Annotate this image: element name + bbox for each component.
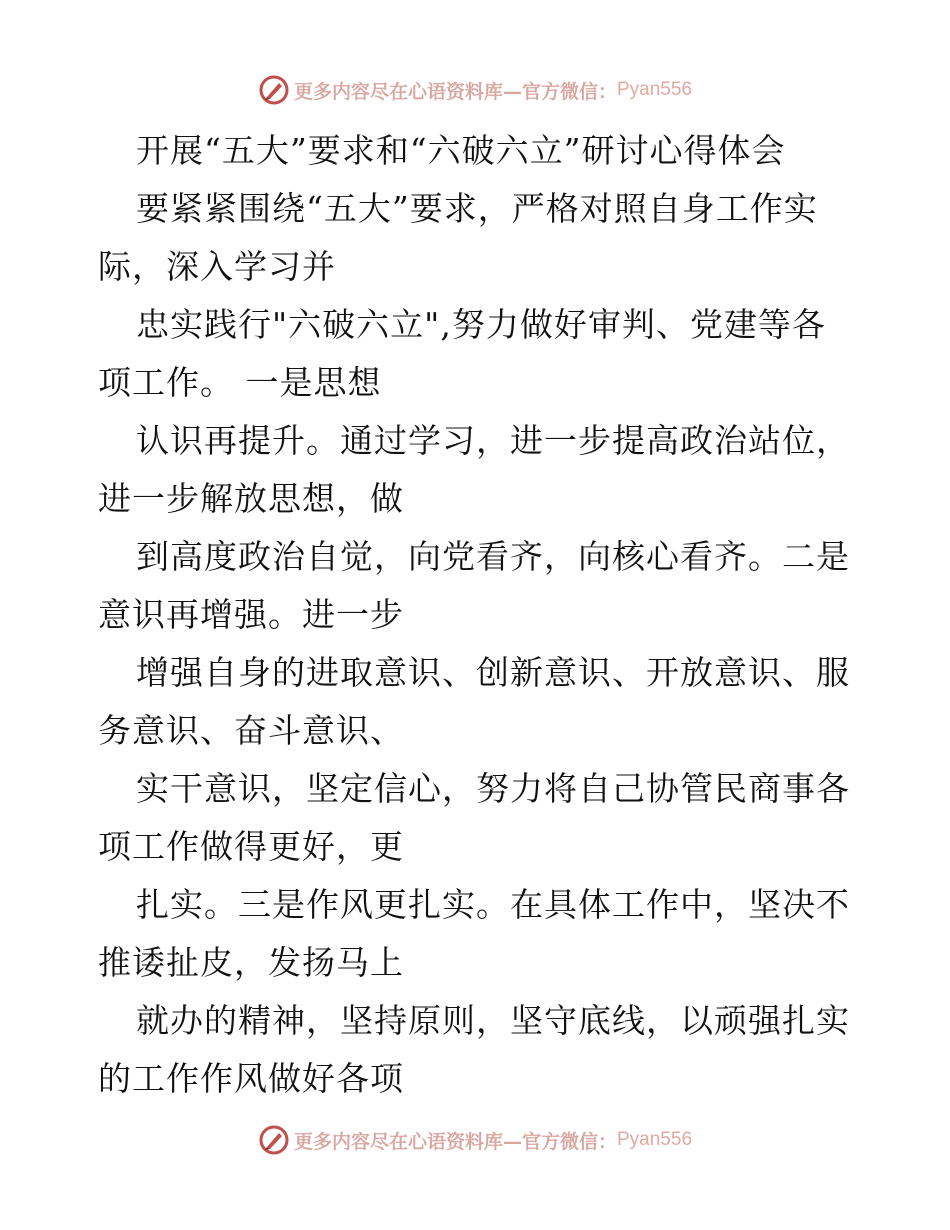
document-body	[98, 122, 858, 1108]
text-line: 意识再增强。进一步	[98, 595, 404, 634]
header-banner-id: Pyan556	[617, 79, 693, 100]
text-line: 项工作做得更好，更	[98, 827, 404, 866]
text-line: 进一步解放思想，做	[98, 479, 404, 518]
text-line: 到高度政治自觉，向党看齐，向核心看齐。二是	[136, 537, 850, 576]
pen-logo-icon	[258, 1124, 290, 1156]
text-line: 际，深入学习并	[98, 247, 336, 286]
text-line: 就办的精神，坚持原则，坚守底线，以顽强扎实	[136, 1001, 850, 1040]
text-line: 项工作。 一是思想	[98, 363, 382, 402]
text-line: 忠实践行"六破六立",努力做好审判、党建等各	[136, 305, 826, 344]
footer-banner-id: Pyan556	[617, 1129, 693, 1150]
text-line: 扎实。三是作风更扎实。在具体工作中，坚决不	[136, 885, 850, 924]
footer-banner	[0, 1120, 950, 1160]
text-line: 务意识、奋斗意识、	[98, 711, 404, 750]
text-line: 的工作作风做好各项	[98, 1059, 404, 1098]
text-line: 增强自身的进取意识、创新意识、开放意识、服	[136, 653, 850, 692]
header-banner	[0, 70, 950, 110]
document-title: 开展“五大”要求和“六破六立”研讨心得体会	[136, 131, 786, 170]
pen-logo-icon	[258, 74, 290, 106]
footer-banner-text: 更多内容尽在心语资料库—官方微信：	[293, 1130, 617, 1153]
text-line: 推诿扯皮，发扬马上	[98, 943, 404, 982]
header-banner-text: 更多内容尽在心语资料库—官方微信：	[293, 80, 617, 103]
text-line: 实干意识，坚定信心，努力将自己协管民商事各	[136, 769, 850, 808]
text-line: 要紧紧围绕“五大”要求，严格对照自身工作实	[136, 189, 818, 228]
text-line: 认识再提升。通过学习，进一步提高政治站位，	[136, 421, 850, 460]
